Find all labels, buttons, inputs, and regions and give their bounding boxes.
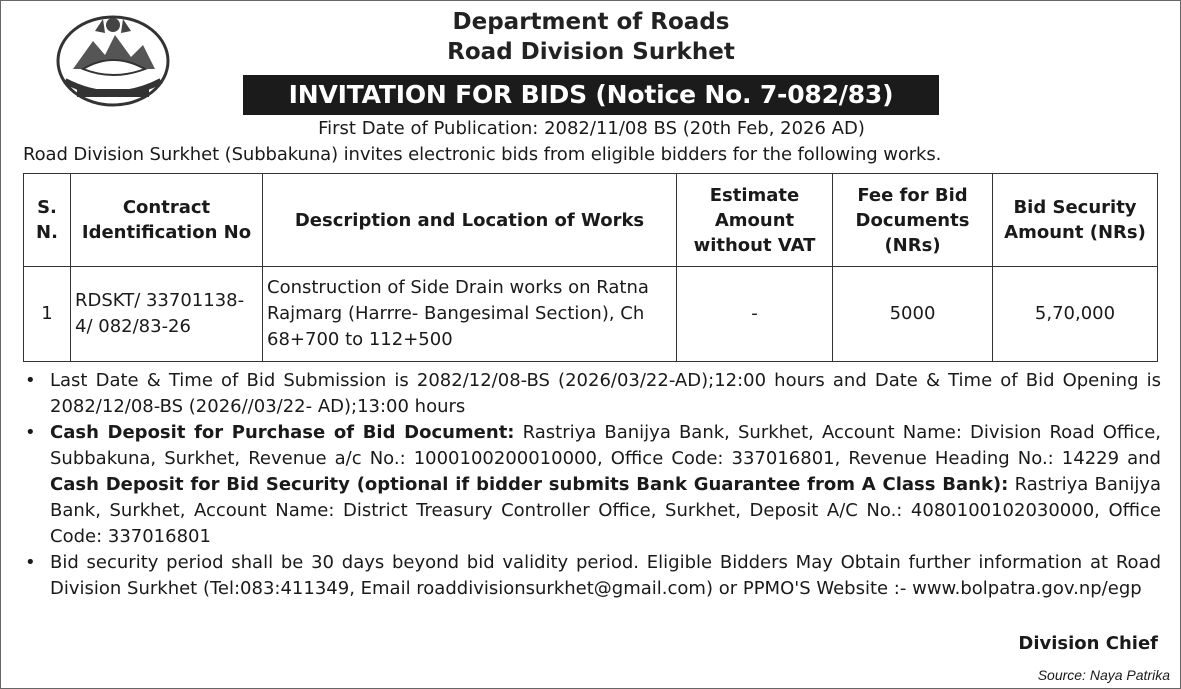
- signature: Division Chief: [1018, 633, 1158, 654]
- header-security: Bid Security Amount (NRs): [993, 174, 1158, 267]
- note-text: Bid security period shall be 30 days beyond bid validity period. Eligible Bidders May Obtain further information at Road Division Surkhet (Tel:083:411349, Email roaddivisionsurkhet@gmail.com) or PPMO'S Website :- www.bolpatra.gov.np/egp: [50, 552, 1161, 599]
- header-fee: Fee for Bid Documents (NRs): [833, 174, 993, 267]
- notes-list: [23, 368, 1161, 602]
- note-cash-deposit: [23, 420, 1161, 550]
- notice-banner: INVITATION FOR BIDS (Notice No. 7-082/83): [243, 75, 939, 115]
- nepal-emblem-icon: [53, 11, 173, 111]
- header-sn: S. N.: [24, 174, 71, 267]
- publication-date: First Date of Publication: 2082/11/08 BS (20th Feb, 2026 AD): [318, 118, 865, 139]
- note-text: Rastriya Banijya Bank, Surkhet, Account Name: District Treasury Controller Office, Surkhet, Deposit A/C No.: 4080100102030000, Office Code: 337016801: [50, 474, 1162, 547]
- note-text: Rastriya Banijya Bank, Surkhet, Account Name: Division Road Office, Subbakuna, Surkhet, Revenue a/c No.: 1000100200010000, Office Code: 337016801, Revenue Heading No.: 14229 and: [50, 422, 1161, 469]
- header-estimate: Estimate Amount without VAT: [677, 174, 833, 267]
- note-bid-dates: [23, 368, 1161, 420]
- source-credit: Source: Naya Patrika: [1037, 667, 1170, 683]
- table-header-row: [24, 174, 1158, 267]
- cell-sn: 1: [24, 267, 71, 362]
- cell-fee: 5000: [833, 267, 993, 362]
- department-title: Department of Roads: [452, 9, 730, 35]
- note-label: Cash Deposit for Purchase of Bid Document:: [50, 422, 515, 443]
- note-label: Cash Deposit for Bid Security (optional if bidder submits Bank Guarantee from A Class Bank):: [50, 474, 1009, 495]
- cell-contract-id: RDSKT/ 33701138-4/ 082/83-26: [71, 267, 263, 362]
- bullet-icon: •: [25, 370, 36, 391]
- bullet-icon: •: [25, 552, 36, 573]
- cell-description: Construction of Side Drain works on Ratna Rajmarg (Harrre- Bangesimal Section), Ch 68+700 to 112+500: [263, 267, 677, 362]
- header-description: Description and Location of Works: [263, 174, 677, 267]
- table-row: [24, 267, 1158, 362]
- cell-security: 5,70,000: [993, 267, 1158, 362]
- bids-table: [23, 173, 1158, 362]
- intro-text: Road Division Surkhet (Subbakuna) invites electronic bids from eligible bidders for the following works.: [23, 144, 942, 165]
- division-title: Road Division Surkhet: [447, 39, 735, 65]
- header-contract-id: Contract Identification No: [71, 174, 263, 267]
- note-text: Last Date & Time of Bid Submission is 2082/12/08-BS (2026/03/22-AD);12:00 hours and Date & Time of Bid Opening is 2082/12/08-BS (2026//03/22- AD);13:00 hours: [50, 370, 1161, 417]
- note-bid-security: [23, 550, 1161, 602]
- cell-estimate: -: [677, 267, 833, 362]
- bullet-icon: •: [25, 422, 36, 443]
